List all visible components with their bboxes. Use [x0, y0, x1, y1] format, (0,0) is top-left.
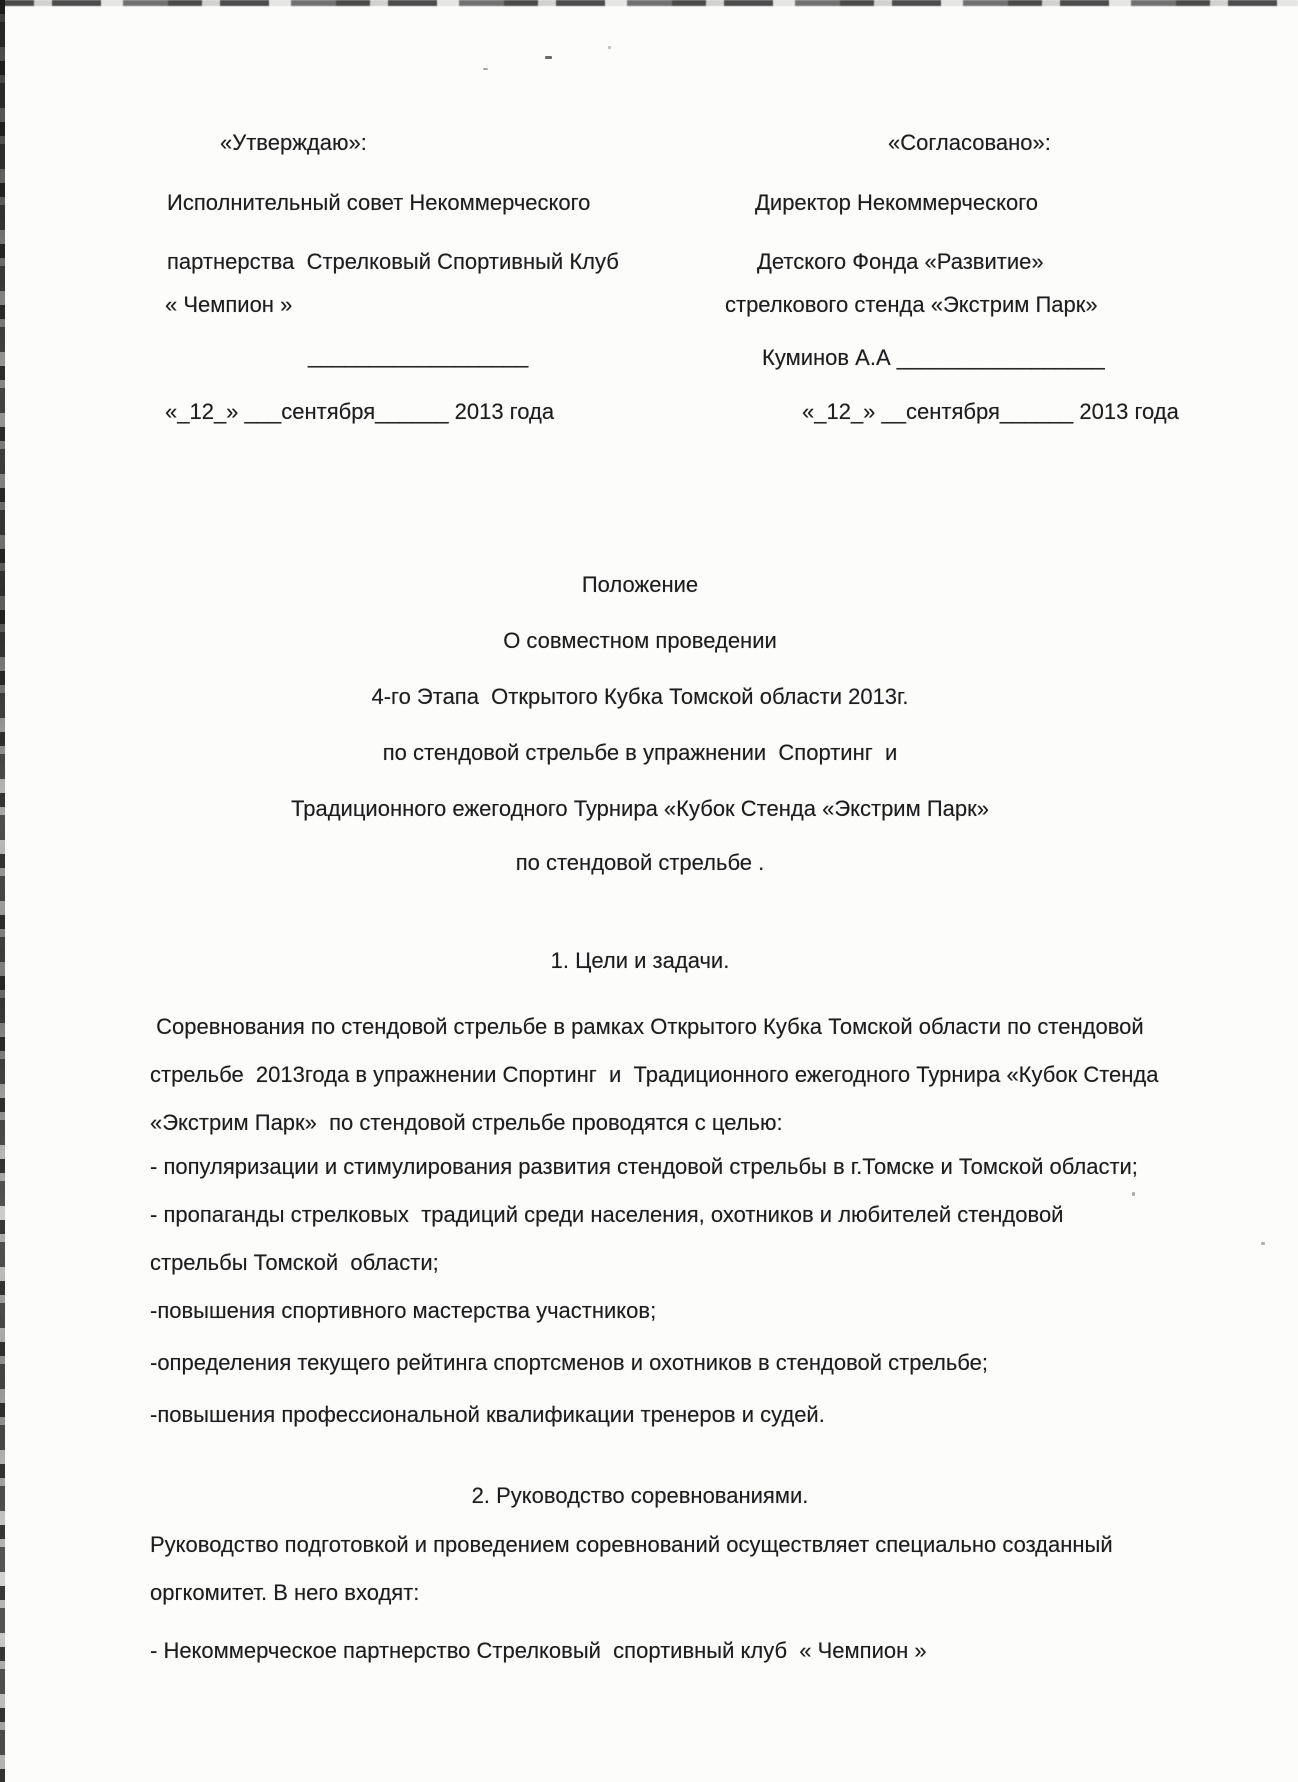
- title-line-5: Традиционного ежегодного Турнира «Кубок Стенда «Экстрим Парк»: [291, 796, 989, 821]
- agree-right-line-3: стрелкового стенда «Экстрим Парк»: [725, 292, 1098, 317]
- agree-label: «Согласовано»:: [888, 130, 1051, 155]
- section-2-intro: Руководство подготовкой и проведением соревнований осуществляет специально созданный оргкомитет. В него входят:: [150, 1532, 1119, 1605]
- right-signature-line: _________________: [896, 345, 1105, 370]
- section-1-bullet-1: - популяризации и стимулирования развития стендовой стрельбы в г.Томске и Томской области;: [150, 1154, 1138, 1179]
- section-1-bullet-4: -определения текущего рейтинга спортсменов и охотников в стендовой стрельбе;: [150, 1350, 988, 1375]
- section-1-bullet-3: -повышения спортивного мастерства участников;: [150, 1298, 657, 1323]
- section-1-bullet-5: -повышения профессиональной квалификации тренеров и судей.: [150, 1402, 825, 1427]
- title-line-4: по стендовой стрельбе в упражнении Спортинг и: [382, 740, 898, 765]
- right-date-line: «_12_» __сентября______ 2013 года: [802, 399, 1179, 424]
- section-1-bullet-2: - пропаганды стрелковых традиций среди населения, охотников и любителей стендовой стрельбы Томской области;: [150, 1202, 1070, 1275]
- left-signature-line: __________________: [308, 343, 529, 368]
- scan-speck: [545, 56, 552, 59]
- approve-left-line-3: « Чемпион »: [165, 292, 293, 317]
- title-line-2: О совместном проведении: [503, 628, 777, 653]
- section-2-bullet-1: - Некоммерческое партнерство Стрелковый спортивный клуб « Чемпион »: [150, 1638, 927, 1663]
- scan-speck: [1261, 1242, 1265, 1245]
- scan-artifact-top-edge: [0, 0, 1298, 6]
- signatory-name: [762, 345, 1105, 371]
- section-2-heading: 2. Руководство соревнованиями.: [471, 1483, 809, 1508]
- signatory-name-text: Куминов А.А: [762, 345, 897, 370]
- approve-left-line-1: Исполнительный совет Некоммерческого: [167, 190, 591, 215]
- section-1-heading: 1. Цели и задачи.: [550, 948, 730, 973]
- scan-artifact-left-edge: [0, 0, 5, 1782]
- agree-right-line-1: Директор Некоммерческого: [755, 190, 1038, 215]
- left-date-line: «_12_» ___сентября______ 2013 года: [165, 399, 555, 424]
- title-line-3: 4-го Этапа Открытого Кубка Томской области 2013г.: [371, 684, 909, 709]
- scan-speck: [608, 46, 611, 49]
- section-1-intro: Соревнования по стендовой стрельбе в рамках Открытого Кубка Томской области по стендовой стрельбе 2013года в упражнении Спортинг и Традиционного ежегодного Турнира «Кубок Стенда «Экстрим Парк» по стендовой стрельбе проводятся с целью:: [150, 1014, 1165, 1135]
- agree-right-line-2: Детского Фонда «Развитие»: [757, 249, 1044, 274]
- approve-label: «Утверждаю»:: [220, 130, 367, 155]
- title-line-6: по стендовой стрельбе .: [515, 850, 765, 875]
- scan-speck: [483, 68, 488, 70]
- title-line-1: Положение: [581, 572, 699, 597]
- approve-left-line-2: партнерства Стрелковый Спортивный Клуб: [167, 249, 619, 274]
